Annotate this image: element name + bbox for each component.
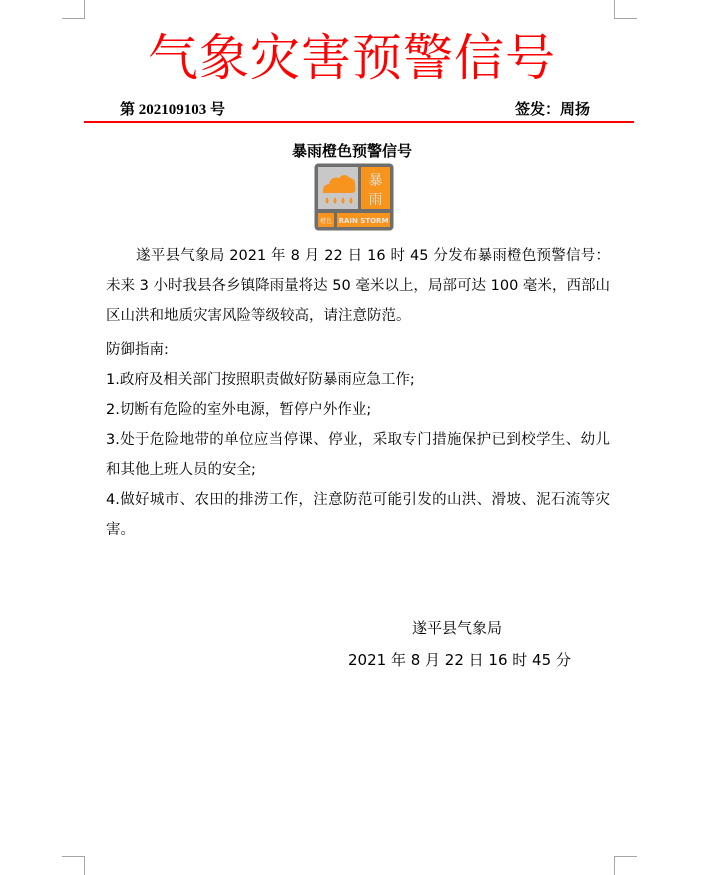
- signature-organization: 遂平县气象局: [412, 619, 503, 637]
- guide-item: 3.处于危险地带的单位应当停课、停业，采取专门措施保护已到校学生、幼儿和其他上班人员的安全;: [106, 432, 610, 478]
- page-corner-mark-top-left: [62, 0, 85, 19]
- warning-paragraph: 遂平县气象局 2021 年 8 月 22 日 16 时 45 分发布暴雨橙色预警信号：未来 3 小时我县各乡镇降雨量将达 50 毫米以上，局部可达 100 毫米，西部山区山洪和地质灾害风险等级较高，请注意防范。: [106, 248, 610, 324]
- svg-text:橙色: 橙色: [319, 218, 333, 225]
- svg-text:暴: 暴: [368, 173, 383, 189]
- signature-date: 2021 年 8 月 22 日 16 时 45 分: [348, 651, 571, 669]
- document-number: 第 202109103 号: [120, 102, 226, 118]
- guide-item: 4.做好城市、农田的排涝工作，注意防范可能引发的山洪、滑坡、泥石流等灾害。: [106, 492, 610, 538]
- page-corner-mark-bottom-right: [614, 856, 637, 875]
- svg-text:RAIN STORM: RAIN STORM: [338, 217, 389, 225]
- svg-text:雨: 雨: [368, 192, 383, 208]
- masthead-title: 气象灾害预警信号: [148, 29, 556, 87]
- warning-title: 暴雨橙色预警信号: [291, 142, 412, 160]
- signer: 签发：周扬: [514, 102, 590, 118]
- guide-item: 2.切断有危险的室外电源，暂停户外作业;: [106, 402, 372, 418]
- guide-heading: 防御指南:: [106, 342, 169, 358]
- red-divider: [84, 121, 634, 123]
- defense-guide: [106, 335, 610, 545]
- page-corner-mark-top-right: [614, 0, 637, 19]
- rainstorm-orange-warning-icon: [314, 163, 394, 231]
- page-corner-mark-bottom-left: [62, 856, 85, 875]
- guide-item: 1.政府及相关部门按照职责做好防暴雨应急工作;: [106, 372, 415, 388]
